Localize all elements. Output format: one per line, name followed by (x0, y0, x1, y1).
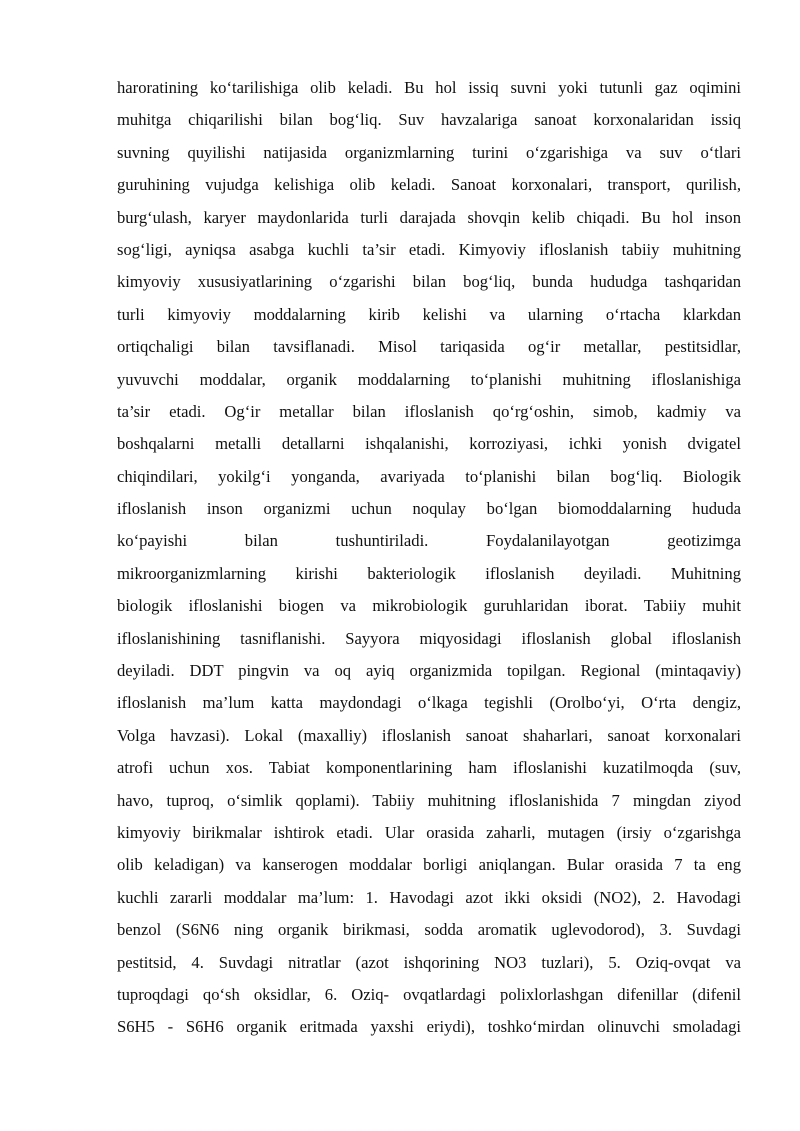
text-line: biologik ifloslanishi biogen va mikrobiologik guruhlaridan iborat. Tabiiy muhit (117, 596, 741, 616)
text-line: Volga havzasi). Lokal (maxalliy) ifloslanish sanoat shaharlari, sanoat korxonalari (117, 725, 741, 745)
text-line: yuvuvchi moddalar, organik moddalarning to‘planishi muhitning ifloslanishiga (117, 369, 741, 389)
text-line: ifloslanishining tasniflanishi. Sayyora miqyosidagi ifloslanish global ifloslanish (117, 628, 741, 648)
text-line: benzol (S6N6 ning organik birikmasi, sodda aromatik uglevodorod), 3. Suvdagi (117, 920, 741, 940)
text-line: turli kimyoviy moddalarning kirib kelishi va ularning o‘rtacha klarkdan (117, 304, 741, 324)
text-line: atrofi uchun xos. Tabiat komponentlarining ham ifloslanishi kuzatilmoqda (suv, (117, 758, 741, 778)
text-line: ifloslanish inson organizmi uchun noqulay bo‘lgan biomoddalarning hududa (117, 499, 741, 519)
text-line: S6H5 - S6H6 organik eritmada yaxshi eriydi), toshko‘mirdan olinuvchi smoladagi (117, 1017, 741, 1037)
text-line: pestitsid, 4. Suvdagi nitratlar (azot ishqorining NO3 tuzlari), 5. Oziq-ovqat va (117, 952, 741, 972)
text-line: ortiqchaligi bilan tavsiflanadi. Misol tariqasida og‘ir metallar, pestitsidlar, (117, 337, 741, 357)
text-line: suvning quyilishi natijasida organizmlarning turini o‘zgarishiga va suv o‘tlari (117, 142, 741, 162)
text-line: havo, tuproq, o‘simlik qoplami). Tabiiy muhitning ifloslanishida 7 mingdan ziyod (117, 790, 741, 810)
text-line: kuchli zararli moddalar ma’lum: 1. Havodagi azot ikki oksidi (NO2), 2. Havodagi (117, 887, 741, 907)
text-line: ko‘payishi bilan tushuntiriladi. Foydalanilayotgan geotizimga (117, 531, 741, 551)
document-page (117, 72, 741, 1044)
text-line: guruhining vujudga kelishiga olib keladi. Sanoat korxonalari, transport, qurilish, (117, 175, 741, 195)
text-line: muhitga chiqarilishi bilan bog‘liq. Suv havzalariga sanoat korxonalaridan issiq (117, 110, 741, 130)
text-line: ifloslanish ma’lum katta maydondagi o‘lkaga tegishli (Orolbo‘yi, O‘rta dengiz, (117, 693, 741, 713)
text-line: deyiladi. DDT pingvin va oq ayiq organizmida topilgan. Regional (mintaqaviy) (117, 661, 741, 681)
text-line: ta’sir etadi. Og‘ir metallar bilan ifloslanish qo‘rg‘oshin, simob, kadmiy va (117, 401, 741, 421)
text-line: olib keladigan) va kanserogen moddalar borligi aniqlangan. Bular orasida 7 ta eng (117, 855, 741, 875)
text-line: kimyoviy xususiyatlarining o‘zgarishi bilan bog‘liq, bunda hududga tashqaridan (117, 272, 741, 292)
text-line: mikroorganizmlarning kirishi bakteriologik ifloslanish deyiladi. Muhitning (117, 563, 741, 583)
text-line: kimyoviy birikmalar ishtirok etadi. Ular orasida zaharli, mutagen (irsiy o‘zgarishga (117, 822, 741, 842)
text-line: haroratining ko‘tarilishiga olib keladi. Bu hol issiq suvni yoki tutunli gaz oqimini (117, 78, 741, 97)
text-line: chiqindilari, yokilg‘i yonganda, avariyada to‘planishi bilan bog‘liq. Biologik (117, 466, 741, 486)
text-line: burg‘ulash, karyer maydonlarida turli darajada shovqin kelib chiqadi. Bu hol inson (117, 207, 741, 227)
text-line: sog‘ligi, ayniqsa asabga kuchli ta’sir etadi. Kimyoviy ifloslanish tabiiy muhitning (117, 239, 741, 259)
text-line: boshqalarni metalli detallarni ishqalanishi, korroziyasi, ichki yonish dvigatel (117, 434, 741, 454)
text-line: tuproqdagi qo‘sh oksidlar, 6. Oziq- ovqatlardagi polixlorlashgan difenillar (difenil (117, 984, 741, 1004)
